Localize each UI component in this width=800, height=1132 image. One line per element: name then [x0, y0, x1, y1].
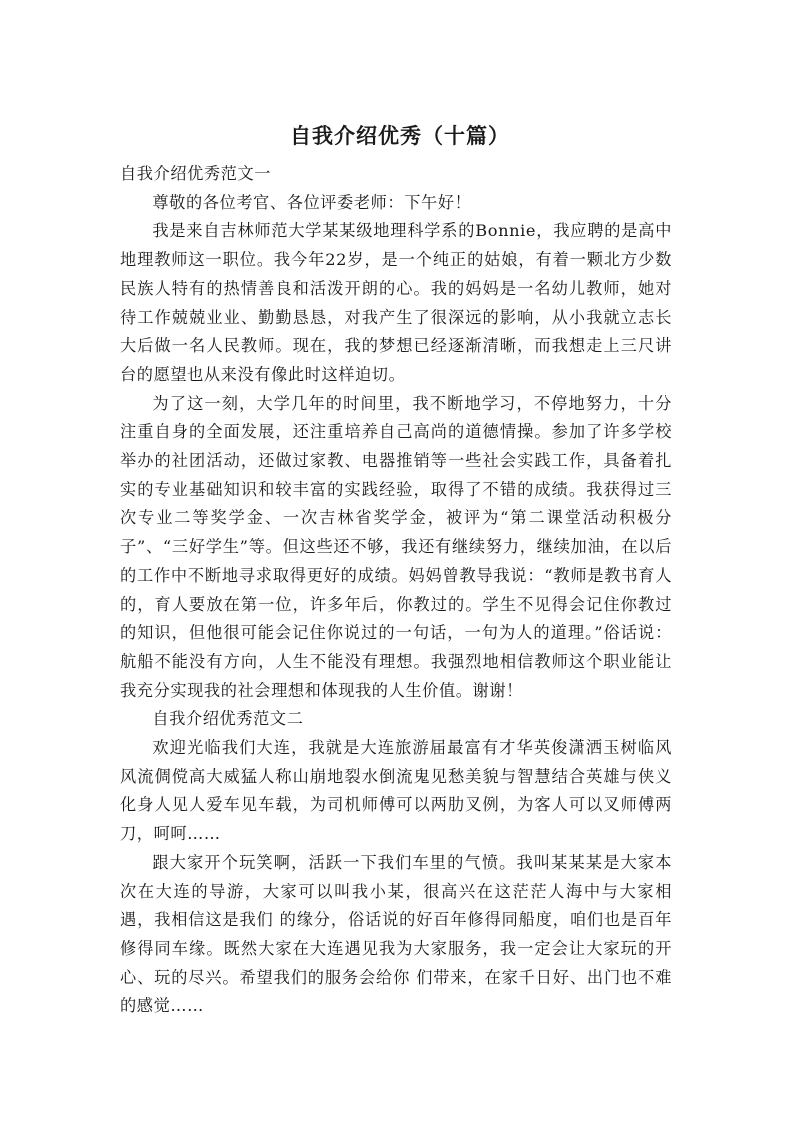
paragraph-welcome: 欢迎光临我们大连，我就是大连旅游届最富有才华英俊潇洒玉树临风风流倜傥高大威猛人称山崩地裂水倒流鬼见愁美貌与智慧结合英雄与侠义化身人见人爱车见车载，为司机师傅可以两肋叉例，为客人可以叉师傅两刀，呵呵…… [120, 738, 672, 844]
section-heading-2: 自我介绍优秀范文二 [152, 709, 304, 729]
document-body [120, 160, 672, 1021]
paragraph-guide: 跟大家开个玩笑啊，活跃一下我们车里的气愤。我叫某某某是大家本次在大连的导游，大家可以叫我小某，很高兴在这茫茫人海中与大家相遇，我相信这是我们 的缘分，俗话说的好百年修得同船度，咱们也是百年修得同车缘。既然大家在大连遇见我为大家服务，我一定会让大家玩的开心、玩的尽兴。希望我们的服务会给你 们带来，在家千日好、出门也不难的感觉…… [120, 852, 672, 1016]
paragraph-intro: 我是来自吉林师范大学某某级地理科学系的Bonnie，我应聘的是高中地理教师这一职位。我今年22岁，是一个纯正的姑娘，有着一颗北方少数民族人特有的热情善良和活泼开朗的心。我的妈妈是一名幼儿教师，她对待工作兢兢业业、勤勤恳恳，对我产生了很深远的影响，从小我就立志长大后做一名人民教师。现在，我的梦想已经逐渐清晰，而我想走上三尺讲台的愿望也从来没有像此时这样迫切。 [120, 221, 672, 384]
document-title: 自我介绍优秀（十篇） [290, 124, 510, 148]
paragraph-greeting: 尊敬的各位考官、各位评委老师：下午好！ [152, 192, 472, 212]
section-heading-1: 自我介绍优秀范文一 [120, 164, 272, 183]
paragraph-experience: 为了这一刻，大学几年的时间里，我不断地学习，不停地努力，十分注重自身的全面发展，还注重培养自己高尚的道德情操。参加了许多学校举办的社团活动，还做过家教、电器推销等一些社会实践工作，具备着扎实的专业基础知识和较丰富的实践经验，取得了不错的成绩。我获得过三次专业二等奖学金、一次吉林省奖学金，被评为“第二课堂活动积极分子”、“三好学生”等。但这些还不够，我还有继续努力，继续加油，在以后的工作中不断地寻求取得更好的成绩。妈妈曾教导我说：“教师是教书育人的，育人要放在第一位，许多年后，你教过的。学生不见得会记住你教过的知识，但他很可能会记住你说过的一句话，一句为人的道理。”俗话说：航船不能没有方向，人生不能没有理想。我强烈地相信教师这个职业能让我充分实现我的社会理想和体现我的人生价值。谢谢！ [120, 393, 672, 700]
